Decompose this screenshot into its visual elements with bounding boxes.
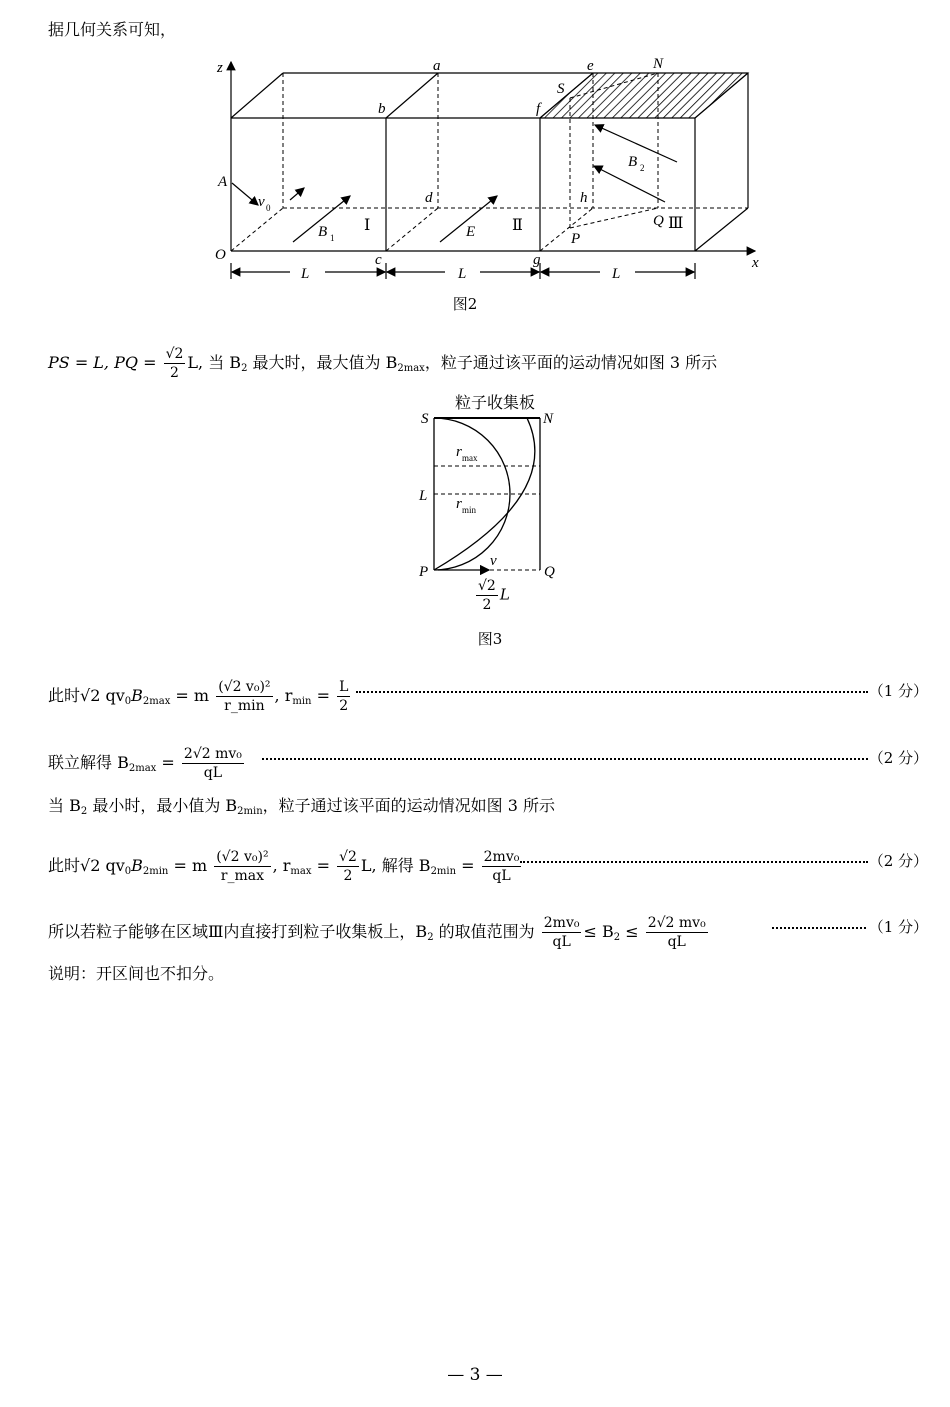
label-L1: L <box>301 266 310 282</box>
label-P: P <box>571 231 581 247</box>
region-II: Ⅱ <box>512 217 523 234</box>
region-I: Ⅰ <box>364 217 371 234</box>
fig3-rmax: r <box>456 444 462 460</box>
eq3: 此时√2 $qv_0B_{2min} = m$ $\frac{\text{(√2 v₀)²}}{r\_\max}$ , $r_{max}$ = $\frac{√2}{2}$ L, 解得 $B_{2min}$ = $\frac{\text{2mv₀}}{qL}$ <box>48 849 520 884</box>
eq4: 所以若粒子能够在区域Ⅲ内直接打到粒子收集板上，$B_2$ 的取值范围为 $\frac{\text{2mv₀}}{qL}$ ≤ $B_2$ ≤ $\frac{\text{2√2 mv₀}}{qL}$ <box>48 915 706 950</box>
label-d: d <box>425 190 433 206</box>
svg-text:max: max <box>462 453 478 463</box>
eq1: 此时√2 $qv_0B_{2max} = m$ $\frac{\text{(√2 v₀)²}}{r\_\min}$ , $r_{min}$ = $\frac{L}{2}$ <box>48 679 349 714</box>
fig3-caption: 图3 <box>477 630 503 648</box>
label-B1: B <box>318 224 328 240</box>
label-B2: B <box>628 154 638 170</box>
note-text: 说明：开区间也不扣分。 <box>48 964 225 983</box>
eq3-score: （2 分） <box>868 852 928 870</box>
eq2-leader <box>262 758 868 760</box>
label-S: S <box>557 81 565 97</box>
fig3-rmin: r <box>456 496 462 512</box>
label-N: N <box>653 56 664 72</box>
eq4-score: （1 分） <box>868 918 928 936</box>
eq4-leader <box>772 927 866 929</box>
hatched-region <box>540 73 748 118</box>
svg-text:0: 0 <box>266 203 271 213</box>
ps-line: PS = L, PQ = $\frac{√2}{2}$ L, 当 $B_2$ 最大时，最大值为 $B_{2max}$，粒子通过该平面的运动情况如图 3 所示 <box>48 346 718 381</box>
label-A: A <box>218 174 228 190</box>
fig3-width: $\frac{√2}{2}$ L <box>478 578 510 613</box>
fig3-title: 粒子收集板 <box>454 393 535 412</box>
eq3-leader <box>520 861 868 863</box>
label-e: e <box>587 58 594 74</box>
eq1-score: （1 分） <box>868 682 928 700</box>
label-b: b <box>378 101 386 117</box>
label-E: E <box>466 224 476 240</box>
fig3-Q: Q <box>544 564 555 580</box>
label-h: h <box>580 190 588 206</box>
min-line: 当 $B_2$ 最小时，最小值为 $B_{2min}$，粒子通过该平面的运动情况如图 3 所示 <box>48 796 556 817</box>
svg-text:1: 1 <box>330 233 335 243</box>
label-Q: Q <box>653 213 664 229</box>
label-z: z <box>217 60 223 76</box>
label-c: c <box>375 252 382 268</box>
page-number: — 3 — <box>447 1365 503 1385</box>
svg-text:2: 2 <box>640 163 645 173</box>
svg-text:min: min <box>462 505 477 515</box>
label-a: a <box>433 58 441 74</box>
fig3-S: S <box>421 411 429 427</box>
intro-text: 据几何关系可知， <box>48 20 177 39</box>
fig2-caption: 图2 <box>452 295 478 313</box>
fig3-P: P <box>419 564 429 580</box>
eq2-score: （2 分） <box>868 749 928 767</box>
label-x: x <box>752 255 759 271</box>
eq2: 联立解得 $B_{2max}$ = $\frac{\text{2√2 mv₀}}{qL}$ <box>48 746 242 781</box>
label-g: g <box>533 252 541 268</box>
eq1-leader <box>356 691 868 693</box>
label-L2: L <box>458 266 467 282</box>
fig3-L: L <box>419 488 428 504</box>
figure-2 <box>200 50 780 320</box>
label-f: f <box>536 101 541 117</box>
label-L3: L <box>612 266 621 282</box>
label-v0: v <box>258 194 265 210</box>
label-O: O <box>215 247 226 263</box>
fig3-N: N <box>543 411 554 427</box>
region-III: Ⅲ <box>668 215 684 232</box>
fig3-v: v <box>490 553 497 569</box>
